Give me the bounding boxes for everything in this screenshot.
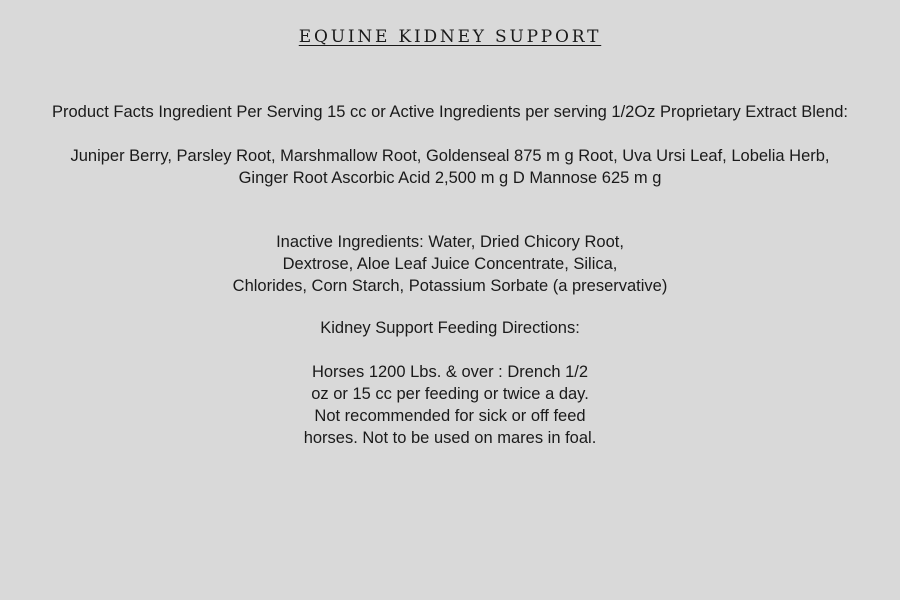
active-ingredients-list [0, 145, 900, 189]
feeding-directions-heading [0, 317, 900, 339]
inactive-ingredients-line: Inactive Ingredients: Water, Dried Chicory Root, [276, 233, 624, 251]
product-facts-line [0, 101, 900, 123]
inactive-ingredients-line: Chlorides, Corn Starch, Potassium Sorbate (a preservative) [232, 277, 668, 295]
product-facts-text: Product Facts Ingredient Per Serving 15 cc or Active Ingredients per serving 1/2Oz Proprietary Extract Blend: [51, 103, 849, 121]
feeding-directions-heading-text: Kidney Support Feeding Directions: [320, 319, 580, 337]
inactive-ingredients-list [0, 231, 900, 297]
feeding-directions [0, 361, 900, 449]
active-ingredients-line: Juniper Berry, Parsley Root, Marshmallow Root, Goldenseal 875 m g Root, Uva Ursi Leaf, Lobelia Herb, [70, 147, 830, 165]
feeding-directions-line: horses. Not to be used on mares in foal. [303, 429, 597, 447]
page-title: EQUINE KIDNEY SUPPORT [298, 27, 602, 47]
inactive-ingredients-line: Dextrose, Aloe Leaf Juice Concentrate, Silica, [282, 255, 618, 273]
feeding-directions-line: Horses 1200 Lbs. & over : Drench 1/2 [311, 363, 589, 381]
feeding-directions-line: Not recommended for sick or off feed [314, 407, 586, 425]
active-ingredients-line: Ginger Root Ascorbic Acid 2,500 m g D Mannose 625 m g [238, 169, 662, 187]
feeding-directions-line: oz or 15 cc per feeding or twice a day. [311, 385, 589, 403]
